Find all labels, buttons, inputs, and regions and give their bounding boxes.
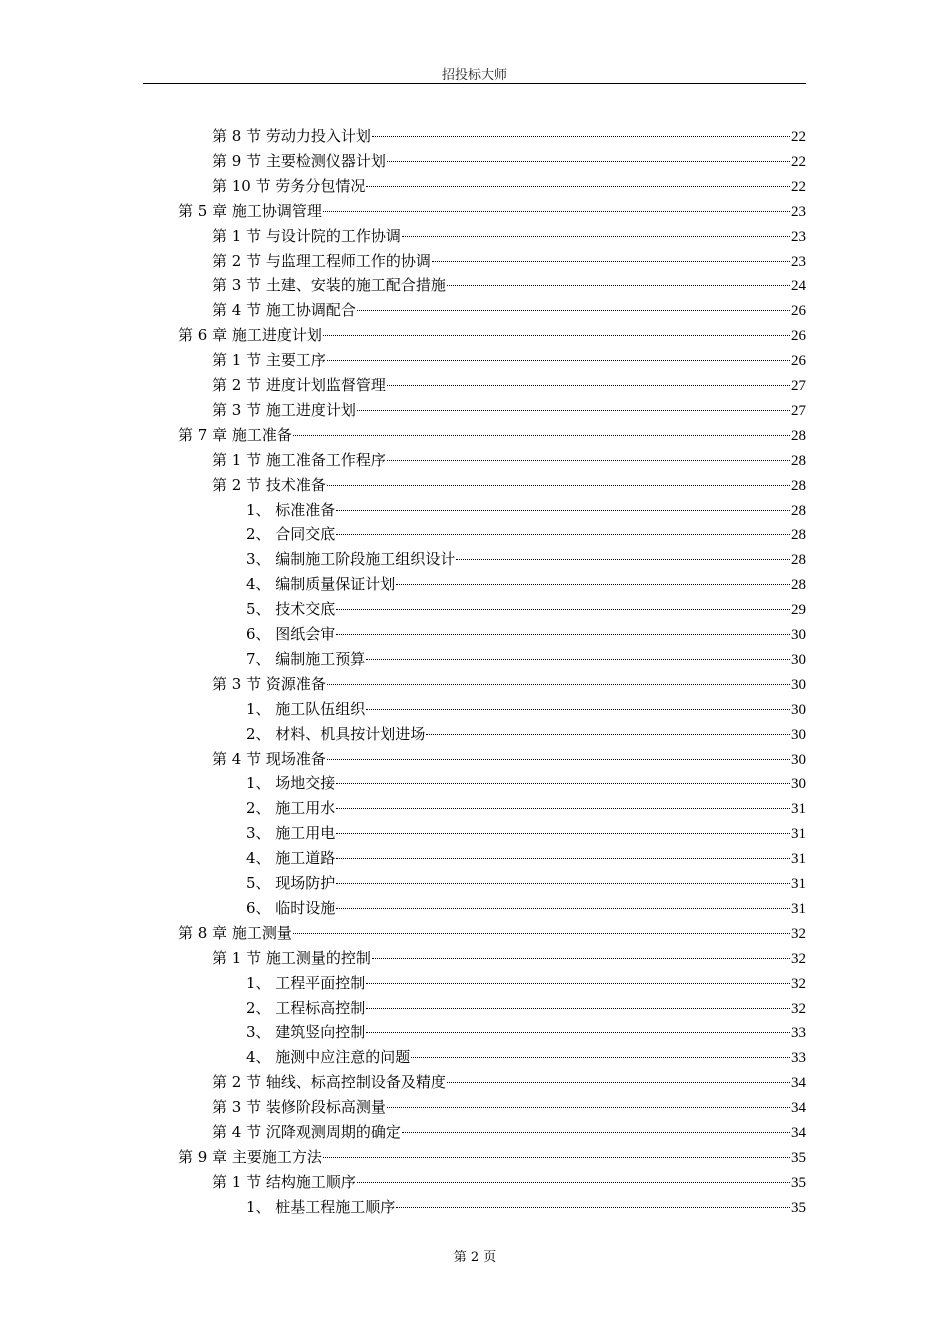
toc-dot-leader — [456, 559, 790, 560]
toc-entry[interactable] — [212, 348, 806, 373]
toc-entry-title: 3、 建筑竖向控制 — [246, 1023, 366, 1042]
toc-entry-title: 5、 现场防护 — [246, 874, 336, 892]
toc-entry-page: 23 — [791, 253, 806, 270]
toc-entry-page: 26 — [791, 303, 806, 320]
toc-entry-page: 33 — [791, 1025, 806, 1042]
toc-entry-title: 第 9 节 主要检测仪器计划 — [212, 151, 386, 170]
toc-dot-leader — [432, 261, 790, 262]
toc-entry-title: 2、 施工用水 — [246, 799, 336, 818]
toc-entry-page: 29 — [791, 602, 806, 619]
toc-entry-title: 1、 场地交接 — [246, 774, 336, 793]
toc-entry-title: 第 4 节 现场准备 — [212, 749, 326, 768]
toc-dot-leader — [396, 584, 790, 585]
toc-entry[interactable] — [212, 224, 806, 249]
toc-entry[interactable] — [246, 647, 806, 672]
toc-dot-leader — [387, 161, 790, 162]
toc-entry[interactable] — [246, 697, 806, 722]
toc-dot-leader — [327, 485, 790, 486]
toc-entry-page: 34 — [791, 1100, 806, 1117]
toc-dot-leader — [336, 908, 790, 909]
toc-entry[interactable] — [246, 572, 806, 597]
toc-entry-page: 22 — [791, 153, 806, 170]
toc-entry[interactable] — [212, 747, 806, 772]
page-footer: 第 2 页 — [453, 1250, 497, 1265]
toc-entry-title: 2、 材料、机具按计划进场 — [246, 724, 426, 743]
toc-entry-page: 32 — [791, 1000, 806, 1017]
toc-dot-leader — [323, 211, 790, 212]
toc-entry-page: 32 — [791, 950, 806, 967]
toc-entry-page: 28 — [791, 502, 806, 519]
toc-entry-title: 2、 合同交底 — [246, 525, 336, 544]
toc-entry-page: 34 — [791, 1125, 806, 1141]
toc-dot-leader — [336, 833, 790, 834]
toc-dot-leader — [293, 435, 790, 436]
toc-dot-leader — [336, 808, 790, 809]
toc-entry-title: 第 6 章 施工进度计划 — [178, 326, 322, 345]
toc-entry[interactable] — [212, 398, 806, 423]
toc-dot-leader — [336, 883, 790, 884]
toc-entry-page: 30 — [791, 751, 806, 768]
toc-entry[interactable] — [178, 1145, 806, 1170]
toc-entry-title: 3、 施工用电 — [246, 824, 336, 843]
toc-entry-title: 4、 编制质量保证计划 — [246, 575, 396, 594]
toc-entry-page: 26 — [791, 328, 806, 345]
toc-entry-page: 28 — [791, 552, 806, 569]
toc-dot-leader — [327, 360, 790, 361]
toc-entry[interactable] — [212, 124, 806, 149]
toc-entry-page: 22 — [791, 129, 806, 145]
toc-dot-leader — [411, 1057, 790, 1058]
toc-entry-title: 第 2 节 与监理工程师工作的协调 — [212, 251, 431, 270]
toc-dot-leader — [336, 783, 790, 784]
toc-entry-page: 34 — [791, 1075, 806, 1092]
toc-entry[interactable] — [212, 448, 806, 473]
toc-entry[interactable] — [212, 946, 806, 971]
toc-entry-page: 30 — [791, 701, 806, 718]
toc-entry[interactable] — [212, 1070, 806, 1095]
toc-entry-title: 2、 工程标高控制 — [246, 998, 366, 1017]
toc-dot-leader — [336, 858, 790, 859]
toc-entry-page: 22 — [791, 178, 806, 195]
toc-entry[interactable] — [246, 996, 806, 1021]
toc-dot-leader — [336, 634, 790, 635]
toc-dot-leader — [323, 335, 790, 336]
toc-entry-title: 第 8 章 施工测量 — [178, 923, 292, 942]
toc-entry[interactable] — [212, 273, 806, 298]
toc-dot-leader — [387, 1107, 790, 1108]
toc-entry[interactable] — [178, 199, 806, 224]
toc-entry[interactable] — [246, 597, 806, 622]
page-header: 招投标大师 — [441, 68, 507, 83]
toc-entry-title: 第 2 节 进度计划监督管理 — [212, 376, 386, 394]
toc-entry-page: 35 — [791, 1199, 806, 1216]
toc-dot-leader — [327, 684, 790, 685]
toc-entry[interactable] — [212, 373, 806, 398]
toc-entry-title: 第 4 节 施工协调配合 — [212, 301, 356, 320]
toc-entry[interactable] — [212, 149, 806, 174]
toc-entry-page: 33 — [791, 1050, 806, 1067]
header-rule — [143, 83, 806, 84]
toc-dot-leader — [402, 236, 790, 237]
toc-entry[interactable] — [178, 921, 806, 946]
toc-entry[interactable] — [212, 473, 806, 498]
toc-dot-leader — [366, 186, 790, 187]
toc-entry-title: 第 1 节 与设计院的工作协调 — [212, 226, 401, 245]
toc-entry[interactable] — [246, 971, 806, 996]
toc-entry-title: 第 1 节 结构施工顺序 — [212, 1172, 356, 1191]
toc-entry-title: 第 3 节 资源准备 — [212, 674, 326, 693]
toc-entry-page: 35 — [791, 1149, 806, 1166]
toc-entry-title: 1、 工程平面控制 — [246, 973, 366, 992]
toc-entry-page: 31 — [791, 826, 806, 843]
toc-entry-page: 23 — [791, 228, 806, 245]
toc-dot-leader — [323, 1157, 790, 1158]
toc-entry-page: 28 — [791, 527, 806, 544]
toc-entry[interactable] — [212, 1095, 806, 1120]
toc-entry[interactable] — [246, 771, 806, 796]
toc-entry-title: 第 3 节 装修阶段标高测量 — [212, 1098, 386, 1117]
toc-entry-page: 30 — [791, 627, 806, 643]
toc-entry[interactable] — [212, 174, 806, 199]
toc-entry-title: 1、 施工队伍组织 — [246, 699, 366, 718]
toc-entry[interactable] — [246, 1045, 806, 1070]
toc-entry-title: 第 8 节 劳动力投入计划 — [212, 127, 371, 145]
toc-dot-leader — [387, 460, 790, 461]
toc-entry-title: 6、 图纸会审 — [246, 625, 336, 643]
toc-dot-leader — [293, 933, 790, 934]
toc-entry[interactable] — [212, 1120, 806, 1145]
toc-entry-title: 1、 标准准备 — [246, 500, 336, 519]
toc-entry-page: 32 — [791, 925, 806, 942]
toc-entry[interactable] — [178, 323, 806, 348]
toc-dot-leader — [387, 385, 790, 386]
toc-dot-leader — [357, 310, 790, 311]
toc-entry-page: 26 — [791, 353, 806, 370]
toc-entry-title: 第 2 节 轴线、标高控制设备及精度 — [212, 1073, 446, 1092]
toc-entry-page: 32 — [791, 975, 806, 992]
toc-dot-leader — [357, 410, 790, 411]
toc-entry[interactable] — [246, 622, 806, 647]
toc-entry-title: 6、 临时设施 — [246, 898, 336, 917]
toc-entry-title: 1、 桩基工程施工顺序 — [246, 1197, 396, 1216]
toc-entry[interactable] — [246, 796, 806, 821]
toc-entry-title: 第 3 节 施工进度计划 — [212, 400, 356, 419]
toc-entry-title: 5、 技术交底 — [246, 600, 336, 619]
toc-entry[interactable] — [178, 423, 806, 448]
toc-entry-title: 第 9 章 主要施工方法 — [178, 1147, 322, 1166]
toc-dot-leader — [372, 136, 790, 137]
toc-entry[interactable] — [246, 522, 806, 547]
toc-entry[interactable] — [246, 821, 806, 846]
toc-dot-leader — [336, 609, 790, 610]
toc-dot-leader — [426, 734, 790, 735]
toc-dot-leader — [366, 1008, 790, 1009]
toc-entry-page: 28 — [791, 452, 806, 469]
toc-dot-leader — [366, 709, 790, 710]
toc-entry-title: 第 1 节 施工测量的控制 — [212, 948, 371, 967]
toc-entry-title: 7、 编制施工预算 — [246, 649, 366, 668]
toc-entry[interactable] — [246, 846, 806, 871]
toc-entry-title: 4、 施工道路 — [246, 849, 336, 868]
toc-dot-leader — [366, 1032, 790, 1033]
toc-entry[interactable] — [212, 298, 806, 323]
toc-dot-leader — [336, 534, 790, 535]
toc-entry-title: 4、 施测中应注意的问题 — [246, 1048, 411, 1067]
toc-entry-title: 第 3 节 土建、安装的施工配合措施 — [212, 276, 446, 295]
toc-entry-page: 31 — [791, 900, 806, 917]
toc-entry-title: 第 2 节 技术准备 — [212, 475, 326, 494]
toc-dot-leader — [447, 285, 790, 286]
toc-entry-page: 28 — [791, 427, 806, 444]
toc-entry-title: 第 7 章 施工准备 — [178, 425, 292, 444]
toc-entry-page: 27 — [791, 402, 806, 419]
toc-entry-page: 30 — [791, 726, 806, 743]
toc-entry-title: 第 1 节 施工准备工作程序 — [212, 450, 386, 469]
toc-entry-title: 第 4 节 沉降观测周期的确定 — [212, 1123, 401, 1141]
toc-entry-page: 30 — [791, 676, 806, 693]
toc-entry-title: 第 1 节 主要工序 — [212, 351, 326, 370]
toc-dot-leader — [336, 510, 790, 511]
toc-entry[interactable] — [246, 498, 806, 523]
toc-entry-title: 第 10 节 劳务分包情况 — [212, 176, 366, 195]
toc-entry-page: 31 — [791, 876, 806, 892]
toc-entry[interactable] — [246, 871, 806, 896]
toc-entry-page: 28 — [791, 477, 806, 494]
toc-entry-page: 35 — [791, 1174, 806, 1191]
toc-dot-leader — [447, 1082, 790, 1083]
toc-entry-page: 30 — [791, 651, 806, 668]
toc-entry-title: 3、 编制施工阶段施工组织设计 — [246, 550, 456, 569]
toc-entry[interactable] — [246, 722, 806, 747]
toc-entry[interactable] — [212, 249, 806, 274]
toc-entry[interactable] — [212, 672, 806, 697]
toc-entry-page: 23 — [791, 203, 806, 220]
toc-dot-leader — [366, 659, 790, 660]
toc-entry-page: 31 — [791, 851, 806, 868]
toc-entry[interactable] — [246, 1195, 806, 1220]
toc-entry-page: 28 — [791, 577, 806, 594]
toc-entry-page: 27 — [791, 378, 806, 394]
toc-entry-page: 24 — [791, 278, 806, 295]
toc-dot-leader — [396, 1207, 790, 1208]
toc-dot-leader — [327, 759, 790, 760]
toc-dot-leader — [366, 983, 790, 984]
toc-entry-page: 30 — [791, 776, 806, 793]
toc-entry[interactable] — [246, 896, 806, 921]
toc-dot-leader — [357, 1182, 790, 1183]
toc-dot-leader — [402, 1132, 790, 1133]
toc-entry-page: 31 — [791, 801, 806, 818]
toc-entry[interactable] — [212, 1170, 806, 1195]
toc-entry-title: 第 5 章 施工协调管理 — [178, 201, 322, 220]
toc-entry[interactable] — [246, 547, 806, 572]
toc-entry[interactable] — [246, 1020, 806, 1045]
toc-dot-leader — [372, 958, 790, 959]
